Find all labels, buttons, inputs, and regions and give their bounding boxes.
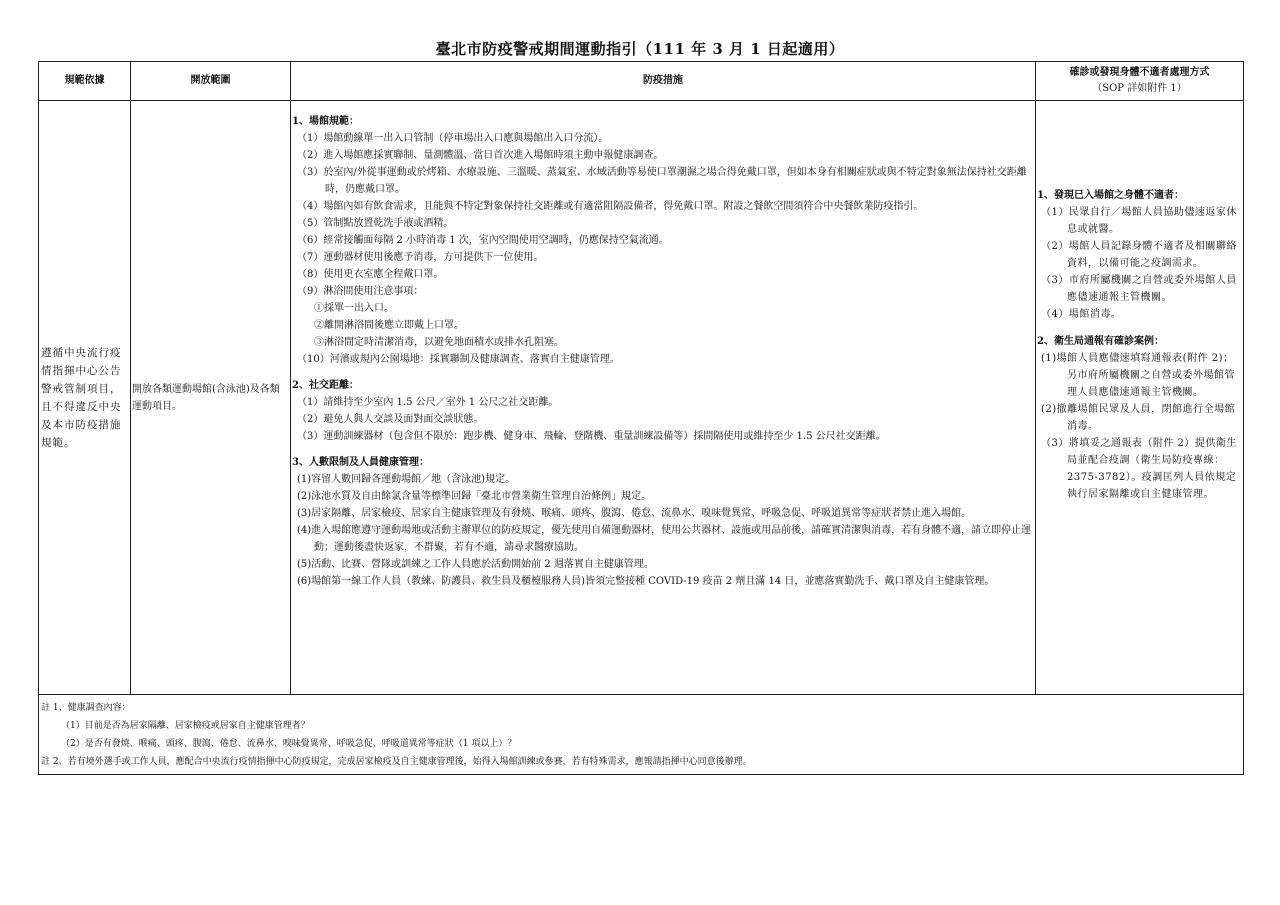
list-item: （9）淋浴間使用注意事項： <box>297 286 424 297</box>
scope-text: 開放各類運動場館(含泳池)及各類運動項目。 <box>132 383 280 412</box>
list-item: （2）進入場館應採實聯制、量測體溫、當日首次進入場館時須主動申報健康調查。 <box>297 150 664 161</box>
list-item: (1)容留人數回歸各運動場館／地（含泳池)規定。 <box>297 474 516 485</box>
document-title: 臺北市防疫警戒期間運動指引（111 年 3 月 1 日起適用） <box>435 40 845 58</box>
list-item: （8）使用更衣室應全程戴口罩。 <box>297 269 444 280</box>
list-item: （3）運動訓練器材（包含但不限於：跑步機、健身車、飛輪、登階機、重量訓練設備等）採間隔使用或維持至少 1.5 公尺社交距離。 <box>297 431 886 442</box>
note-1-item: （2）是否有發燒、喉痛、頭疼、腹瀉、倦怠、流鼻水、嗅味覺異常、呼吸急促、呼吸道異常等症狀（1 項以上）？ <box>61 739 517 749</box>
notes-cell <box>39 695 1244 775</box>
content-row <box>39 101 1244 695</box>
header-handling-sop: （SOP 詳如附件 1） <box>1092 83 1187 94</box>
list-item: (5)活動、比賽、營隊或訓練之工作人員應於活動開始前 2 週落實自主健康管理。 <box>297 559 654 570</box>
basis-cell <box>39 101 131 695</box>
list-item: （1）請維持至少室內 1.5 公尺／室外 1 公尺之社交距離。 <box>297 397 559 408</box>
header-basis: 規範依據 <box>39 62 131 101</box>
guideline-table <box>38 61 1244 775</box>
section-title: 1、場館規範： <box>292 116 359 127</box>
list-item: （1）場館動線單一出入口管制（停車場出入口應與場館出入口分流）。 <box>297 133 609 144</box>
basis-text: 遵循中央流行疫情指揮中心公告警戒管制項目，且不得違反中央及本市防疫措施規範。 <box>41 346 122 449</box>
list-item: （2）避免人與人交談及面對面交談狀態。 <box>297 414 484 425</box>
section-title: 2、社交距離： <box>292 380 359 391</box>
list-item: （3）將填妥之通報表（附件 2）提供衛生局並配合疫調（衛生局防疫專線：2375-3782）。疫調匡列人員依規定執行居家隔離或自主健康管理。 <box>1041 438 1237 500</box>
section-capacity-health <box>292 454 1034 590</box>
list-item: （5）管制點放置乾洗手液或酒精。 <box>297 218 454 229</box>
list-item: （1）民眾自行／場館人員協助儘速返家休息或就醫。 <box>1041 207 1237 235</box>
list-item: (2)泳池水質及自由餘氯含量等標準回歸「臺北市營業衛生管理自治條例」規定。 <box>297 491 652 502</box>
header-row <box>39 62 1244 101</box>
list-item: （3）市府所屬機關之自營或委外場館人員應儘速通報主管機關。 <box>1041 275 1237 303</box>
list-item: (6)場館第一線工作人員（教練、防護員、救生員及櫃檯服務人員)皆須完整接種 COVID-19 疫苗 2 劑且滿 14 日，並應落實勤洗手、戴口罩及自主健康管理。 <box>297 576 995 587</box>
sub-item: ③淋浴間定時清潔消毒，以避免地面積水或排水孔阻塞。 <box>314 337 564 348</box>
sub-item: ②離開淋浴間後應立即戴上口罩。 <box>314 320 464 331</box>
list-item: （6）經常接觸面每隔 2 小時消毒 1 次，室內空間使用空調時，仍應保持空氣流通。 <box>297 235 669 246</box>
note-2: 註 2、若有境外選手或工作人員，應配合中央流行疫情指揮中心防疫規定，完成居家檢疫及自主健康管理後，始得入場館訓練或參賽，若有特殊需求，應報請指揮中心同意後辦理。 <box>41 757 752 767</box>
section-title: 2、衛生局通報有確診案例： <box>1037 336 1164 347</box>
list-item: (1)場館人員應儘速填寫通報表(附件 2)；另市府所屬機關之自營或委外場館管理人員應儘速通報主管機關。 <box>1041 353 1235 398</box>
notes-row <box>39 695 1244 775</box>
measures-cell <box>291 101 1036 695</box>
handling-cell <box>1036 101 1244 695</box>
list-item: (2)撤離場館民眾及人員，閉館進行全場館消毒。 <box>1041 404 1236 432</box>
section-title: 1、發現已入場館之身體不適者： <box>1037 190 1184 201</box>
list-item: (3)居家隔離、居家檢疫、居家自主健康管理及有發燒、喉痛、頭疼、腹瀉、倦怠、流鼻水、嗅味覺異常、呼吸急促、呼吸道異常等症狀者禁止進入場館。 <box>297 508 972 519</box>
list-item: （4）場館消毒。 <box>1041 309 1122 320</box>
header-handling <box>1036 62 1244 101</box>
handling-section-confirmed <box>1037 333 1242 503</box>
list-item: （3）於室內/外從事運動或於烤箱、水療設施、三溫暖、蒸氣室、水域活動等易使口罩潮濕之場合得免戴口罩，但如本身有相關症狀或與不特定對象無法保持社交距離時，仍應戴口罩。 <box>297 167 1027 195</box>
header-measures: 防疫措施 <box>291 62 1036 101</box>
note-1: 註 1、健康調查內容： <box>41 703 131 713</box>
list-item: （2）場館人員記錄身體不適者及相關聯絡資料，以備可能之疫調需求。 <box>1041 241 1237 269</box>
list-item: (4)進入場館應遵守運動場地或活動主辦單位的防疫規定，優先使用自備運動器材，使用公共器材、設施或用品前後，請確實清潔與消毒，若有身體不適，請立即停止運動；運動後盡快返家，不群聚，若有不適，請尋求醫療協助。 <box>297 525 1032 553</box>
section-social-distance <box>292 377 1034 445</box>
section-title: 3、人數限制及人員健康管理： <box>292 457 429 468</box>
list-item: （10）河濱或規內公園場地：採實聯制及健康調查、落實自主健康管理。 <box>297 354 620 365</box>
handling-section-unwell <box>1037 187 1242 323</box>
header-handling-title: 確診或發現身體不適者處理方式 <box>1069 67 1210 78</box>
list-item: （4）場館內如有飲食需求，且能與不特定對象保持社交距離或有適當阻隔設備者，得免戴口罩。附設之餐飲空間須符合中央餐飲業防疫指引。 <box>297 201 924 212</box>
scope-cell <box>131 101 291 695</box>
section-venue-rules <box>292 113 1034 368</box>
header-scope: 開放範圍 <box>131 62 291 101</box>
sub-item: ①採單一出入口。 <box>314 303 394 314</box>
note-1-item: （1）目前是否為居家隔離、居家檢疫或居家自主健康管理者？ <box>61 721 310 731</box>
list-item: （7）運動器材使用後應予消毒，方可提供下一位使用。 <box>297 252 544 263</box>
